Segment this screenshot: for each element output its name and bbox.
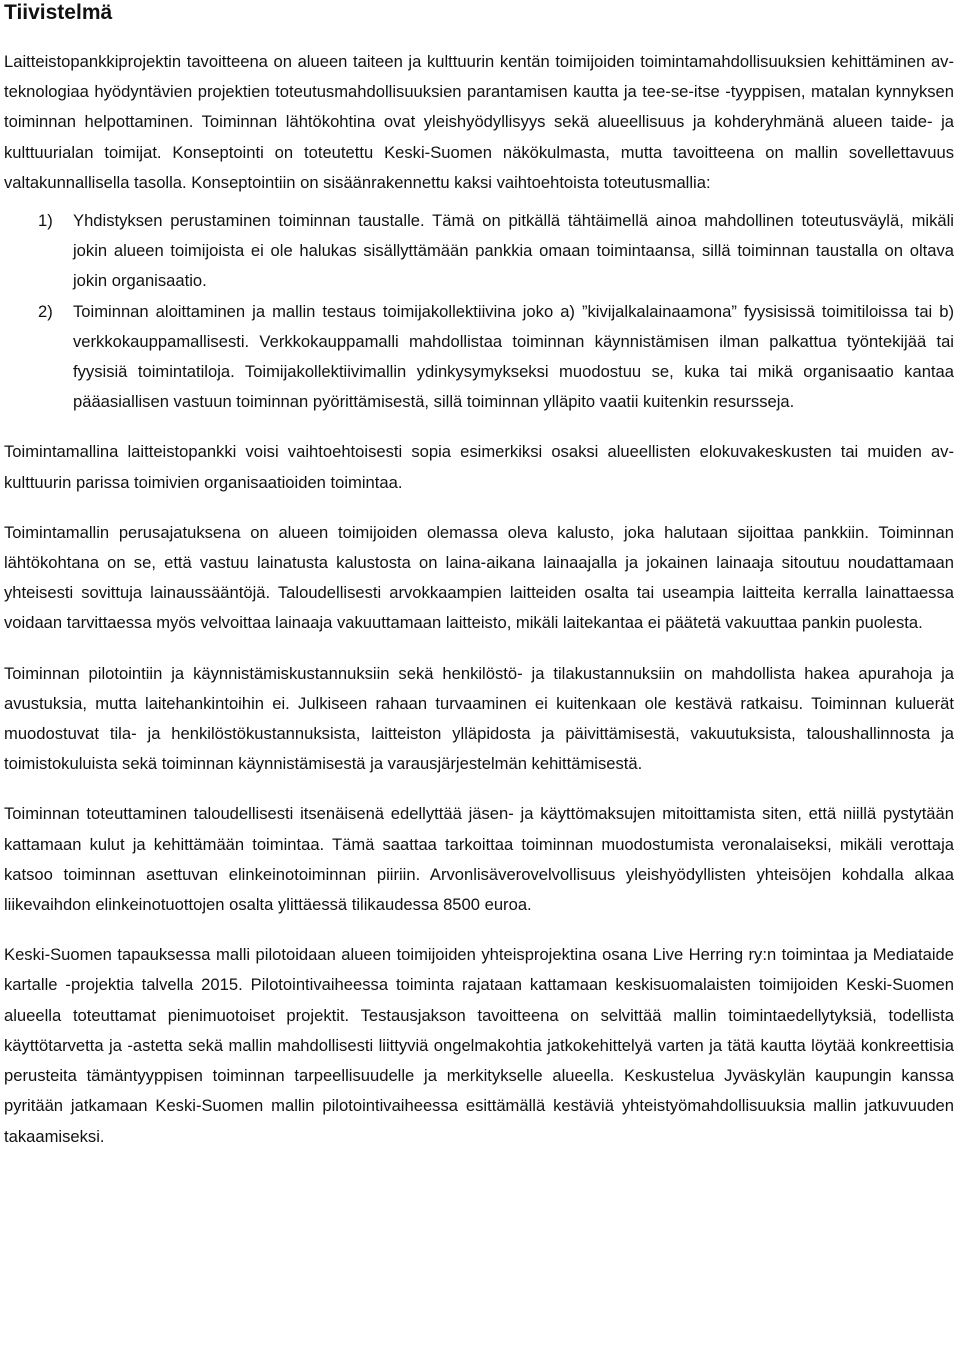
document-title: Tiivistelmä	[4, 1, 113, 24]
paragraph-costs: Toiminnan pilotointiin ja käynnistämiskustannuksiin sekä henkilöstö- ja tilakustannuksiin on mahdollista hakea apurahoja ja avustuksia, mutta laitehankintoihin ei. Julkiseen rahaan turvaaminen ei kuitenkaan ole kestävä ratkaisu. Toiminnan kuluerät muodostuvat tila- ja henkilöstökustannuksista, laitteiston ylläpidosta ja päivittämisestä, vakuutuksista, taloushallinnosta ja toimistokuluista sekä toiminnan käynnistämisestä ja varausjärjestelmän kehittämisestä.	[4, 663, 954, 774]
list-item-text: Yhdistyksen perustaminen toiminnan taustalle. Tämä on pitkällä tähtäimellä ainoa mahdollinen toteutusväylä, mikäli jokin alueen toimijoista ei ole halukas sisällyttämään pankkia omaan toimintaansa, sillä toiminnan taustalla on oltava jokin organisaatio.	[73, 211, 954, 291]
paragraph-pilot: Keski-Suomen tapauksessa malli pilotoidaan alueen toimijoiden yhteisprojektina osana Live Herring ry:n toimintaa ja Mediataide kartalle -projektia talvella 2015. Pilotointivaiheessa toiminta rajataan kattamaan keskisuomalaisten toimijoiden Keski-Suomen alueella toteuttamat pienimuotoiset projektit. Testausjakson tavoitteena on selvittää mallin toimintaedellytyksiä, todellista käyttötarvetta ja -astetta sekä mallin mahdollisesti liittyviä ongelmakohtia jatkokehittelyä varten ja tätä kautta löytää konkreettisia perusteita tämäntyyppisen toiminnan tarpeellisuudelle ja merkitykselle alueella. Keskustelua Jyväskylän kaupungin kanssa pyritään jatkamaan Keski-Suomen mallin pilotointivaiheessa esittämällä kestäviä yhteistyömahdollisuuksia mallin jatkuvuuden takaamiseksi.	[4, 945, 954, 1146]
list-item-number: 2)	[38, 301, 53, 321]
intro-paragraph: Laitteistopankkiprojektin tavoitteena on alueen taiteen ja kulttuurin kentän toimijoiden toimintamahdollisuuksien kehittäminen av-teknologiaa hyödyntävien projektien toteutusmahdollisuuksien parantamisen kautta ja tee-se-itse -tyyppisen, matalan kynnyksen toiminnan helpottaminen. Toiminnan lähtökohtina ovat yleishyödyllisyys sekä alueellisuus ja kohderyhmänä alueen taide- ja kulttuurialan toimijat. Konseptointi on toteutettu Keski-Suomen näkökulmasta, mutta tavoitteena on mallin sovellettavuus valtakunnallisella tasolla. Konseptointiin on sisäänrakennettu kaksi vaihtoehtoista toteutusmallia:	[4, 52, 954, 192]
list-item	[4, 206, 954, 297]
paragraph-basic-idea: Toimintamallin perusajatuksena on alueen toimijoiden olemassa oleva kalusto, joka halutaan sijoittaa pankkiin. Toiminnan lähtökohtana on se, että vastuu lainatusta kalustosta on laina-aikana lainaajalla ja jokainen lainaaja sitoutuu noudattamaan yhteisesti sovittuja lainaussääntöjä. Taloudellisesti arvokkaampien laitteiden osalta tai useampia laitteita kerralla lainattaessa voidaan tarvittaessa myös velvoittaa lainaaja vakuuttamaan laitteisto, mikäli laitekantaa ei päätetä vakuuttaa pankin puolesta.	[4, 522, 954, 633]
list-item-number: 1)	[38, 211, 53, 231]
paragraph-operating-model: Toimintamallina laitteistopankki voisi vaihtoehtoisesti sopia esimerkiksi osaksi alueellisten elokuvakeskusten tai muiden av-kulttuurin parissa toimivien organisaatioiden toimintaa.	[4, 442, 954, 492]
list-item	[4, 297, 954, 418]
implementation-options-list	[4, 206, 954, 417]
paragraph-finances: Toiminnan toteuttaminen taloudellisesti itsenäisenä edellyttää jäsen- ja käyttömaksujen mitoittamista siten, että niillä pystytään kattamaan kulut ja kehittämään toimintaa. Tämä saattaa tarkoittaa toiminnan muodostumista veronalaiseksi, mikäli verottaja katsoo toiminnan asettuvan elinkeinotoiminnan piiriin. Arvonlisäverovelvollisuus yleishyödyllisten yhteisöjen kohdalla alkaa liikevaihdon elinkeinotuottojen osalta ylittäessä tilikaudessa 8500 euroa.	[4, 804, 954, 915]
list-item-text: Toiminnan aloittaminen ja mallin testaus toimijakollektiivina joko a) ”kivijalkalainaamona” fyysisissä toimitiloissa tai b) verkkokauppamallisesti. Verkkokauppamalli mahdollistaa toiminnan käynnistämisen ilman palkattua työntekijää tai fyysisiä toimintatiloja. Toimijakollektiivimallin ydinkysymykseksi muodostuu se, kuka tai mikä organisaatio kantaa pääasiallisen vastuun toiminnan pyörittämisestä, sillä toiminnan ylläpito vaatii kuitenkin resursseja.	[73, 301, 954, 412]
